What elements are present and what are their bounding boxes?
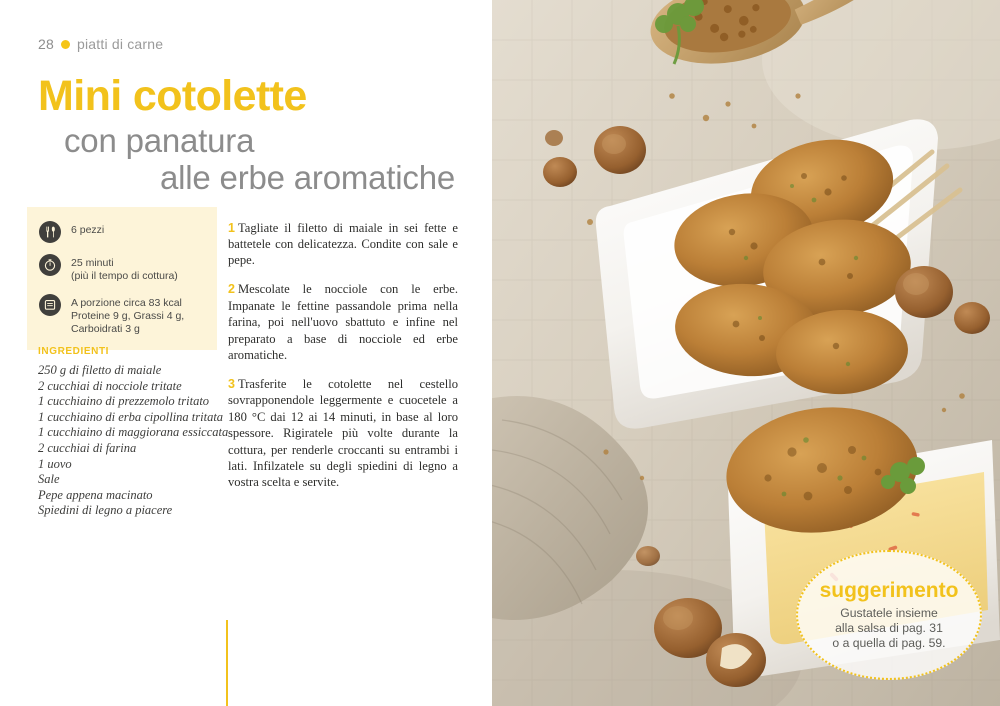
info-nutrition-line3: Carboidrati 3 g [71,323,140,335]
suggestion-line-2: alla salsa di pag. 31 [835,621,943,635]
list-item: 1 cucchiaino di maggiorana essiccata [38,425,229,440]
info-row-nutrition [39,294,207,336]
info-time-line2: (più il tempo di cottura) [71,270,178,282]
page-number: 28 [38,36,54,52]
recipe-info-panel [27,207,217,350]
info-servings-text: 6 pezzi [71,224,105,236]
title-subline-1: con panatura [64,122,255,159]
preparation-steps [228,207,458,491]
suggestion-line-1: Gustatele insieme [840,606,938,620]
step-number: 1 [228,220,235,235]
page-title [38,72,468,196]
list-item: 2 cucchiai di nocciole tritate [38,378,182,393]
info-nutrition-line2: Proteine 9 g, Grassi 4 g, [71,310,185,322]
info-nutrition-text [71,294,184,336]
step-text: Mescolate le nocciole con le erbe. Impanate le fettine passandole prima nella farina, poi nell'uovo sbattuto e infine nel preparato a base di nocciole ed erbe aromatiche. [228,282,458,363]
suggestion-line-3: o a quella di pag. 59. [832,636,946,650]
step-text: Trasferite le cotolette nel cestello sovrapponendole leggermente e cuocetele a 180 °C dai 12 ai 14 minuti, in base al loro spessore. Rigiratele più volte durante la cottura, per renderle croccanti su entrambi i lati. Infilzatele su degli spiedini di legno a vostra scelta e servite. [228,377,458,490]
info-time-text [71,254,178,283]
suggestion-badge [796,550,982,680]
step-number: 3 [228,377,235,392]
step-3 [228,376,458,491]
breaded-mini-cutlets-photo [492,0,1000,706]
text-column [0,0,492,706]
nutrition-icon [39,294,61,316]
info-nutrition-line1: A porzione circa 83 kcal [71,297,182,309]
folio [38,36,163,52]
title-main: Mini cotolette [38,72,307,120]
step-2 [228,281,458,363]
timer-icon [39,254,61,276]
list-item: 1 uovo [38,456,72,471]
list-item: 250 g di filetto di maiale [38,363,162,377]
list-item: 2 cucchiai di farina [38,440,137,455]
list-item: Spiedini di legno a piacere [38,503,173,518]
ingredients-heading: INGREDIENTI [38,346,110,357]
list-item: 1 cucchiaino di prezzemolo tritato [38,394,210,409]
list-item: 1 cucchiaino di erba cipollina tritata [38,409,224,424]
info-row-time [39,254,207,283]
chapter-category: piatti di carne [76,36,164,52]
cutlery-icon [39,221,61,243]
bullet-dot-icon [61,40,70,49]
step-1 [228,220,458,269]
title-subline-2: alle erbe aromatiche [160,159,455,196]
step-number: 2 [228,282,235,297]
decorative-rule [226,620,228,706]
step-text: Tagliate il filetto di maiale in sei fette e battetele con delicatezza. Condite con sale e pepe. [228,220,458,268]
list-item: Sale [38,472,60,487]
suggestion-title: suggerimento [819,579,959,602]
info-row-servings [39,221,207,243]
list-item: Pepe appena macinato [38,487,153,502]
info-time-line1: 25 minuti [71,257,114,269]
